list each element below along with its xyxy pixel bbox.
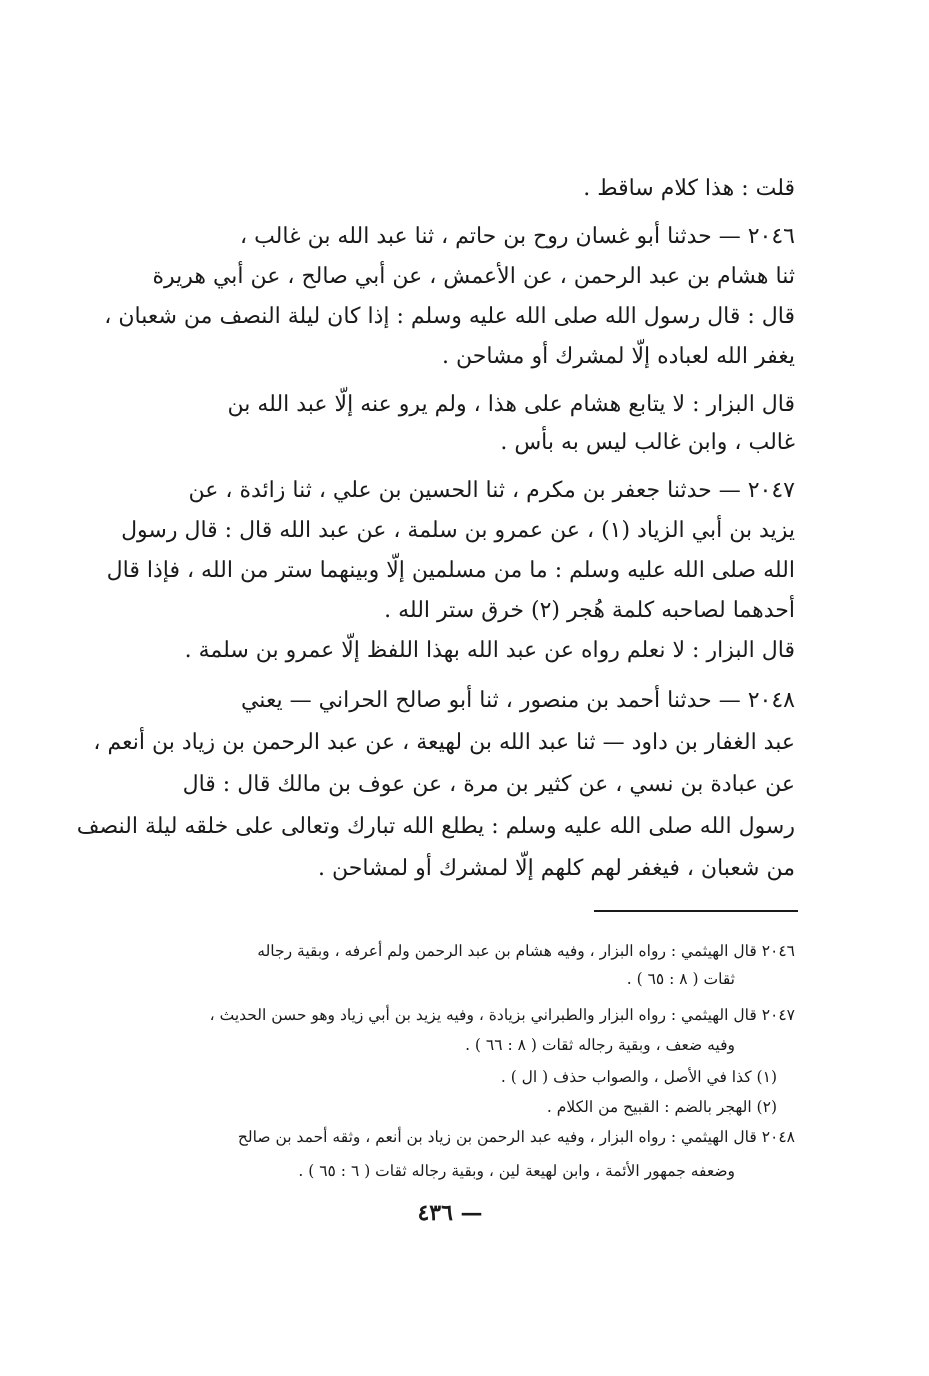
body-line-14: عبد الغفار بن داود — ثنا عبد الله بن لهيعة ، عن عبد الرحمن بن زياد بن أنعم ، — [93, 730, 795, 755]
footnote-2046-line-2: ثقات ( ٨ : ٦٥ ) . — [626, 970, 735, 988]
body-line-9: يزيد بن أبي الزياد (١) ، عن عمرو بن سلمة ، عن عبد الله قال : قال رسول — [121, 518, 795, 543]
body-line-8: ٢٠٤٧ — حدثنا جعفر بن مكرم ، ثنا الحسين بن علي ، ثنا زائدة ، عن — [188, 478, 795, 503]
body-line-3: ثنا هشام بن عبد الرحمن ، عن الأعمش ، عن أبي صالح ، عن أبي هريرة — [152, 264, 795, 289]
footnote-2048-line-2: وضعفه جمهور الأئمة ، وابن لهيعة لين ، وبقية رجاله ثقات ( ٦ : ٦٥ ) . — [298, 1162, 735, 1180]
footnote-2048-line-1: ٢٠٤٨ قال الهيثمي : رواه البزار ، وفيه عبد الرحمن بن زياد بن أنعم ، وثقه أحمد بن صالح — [237, 1128, 795, 1146]
body-line-4: قال : قال رسول الله صلى الله عليه وسلم : إذا كان ليلة النصف من شعبان ، — [104, 304, 795, 329]
body-line-1: قلت : هذا كلام ساقط . — [583, 176, 795, 201]
footnote-note-2: (٢) الهجر بالضم : القبيح من الكلام . — [546, 1098, 777, 1116]
body-line-10: الله صلى الله عليه وسلم : ما من مسلمين إلّا وبينهما ستر من الله ، فإذا قال — [106, 558, 795, 583]
body-line-7: غالب ، وابن غالب ليس به بأس . — [500, 430, 795, 455]
body-line-12: قال البزار : لا نعلم رواه عن عبد الله بهذا اللفظ إلّا عمرو بن سلمة . — [184, 638, 795, 663]
footnote-2046-line-1: ٢٠٤٦ قال الهيثمي : رواه البزار ، وفيه هشام بن عبد الرحمن ولم أعرفه ، وبقية رجاله — [257, 942, 795, 960]
footnote-note-1: (١) كذا في الأصل ، والصواب حذف ( ال ) . — [500, 1068, 777, 1086]
page-number: — ٤٣٦ — [417, 1200, 483, 1226]
body-line-13: ٢٠٤٨ — حدثنا أحمد بن منصور ، ثنا أبو صالح الحراني — يعني — [240, 688, 795, 713]
body-line-17: من شعبان ، فيغفر لهم كلهم إلّا لمشرك أو لمشاحن . — [318, 856, 795, 881]
body-line-11: أحدهما لصاحبه كلمة هُجر (٢) خرق ستر الله . — [384, 598, 795, 623]
footnote-2047-line-2: وفيه ضعف ، وبقية رجاله ثقات ( ٨ : ٦٦ ) . — [465, 1036, 735, 1054]
footnote-2047-line-1: ٢٠٤٧ قال الهيثمي : رواه البزار والطبراني بزيادة ، وفيه يزيد بن أبي زياد وهو حسن الحديث ، — [209, 1006, 795, 1024]
body-line-5: يغفر الله لعباده إلّا لمشرك أو مشاحن . — [442, 344, 795, 369]
body-line-15: عن عبادة بن نسي ، عن كثير بن مرة ، عن عوف بن مالك قال : قال — [182, 772, 795, 797]
body-line-6: قال البزار : لا يتابع هشام على هذا ، ولم يرو عنه إلّا عبد الله بن — [227, 392, 795, 417]
footnote-separator — [594, 910, 798, 912]
body-line-2: ٢٠٤٦ — حدثنا أبو غسان روح بن حاتم ، ثنا عبد الله بن غالب ، — [239, 224, 795, 249]
body-line-16: رسول الله صلى الله عليه وسلم : يطلع الله تبارك وتعالى على خلقه ليلة النصف — [76, 814, 795, 839]
